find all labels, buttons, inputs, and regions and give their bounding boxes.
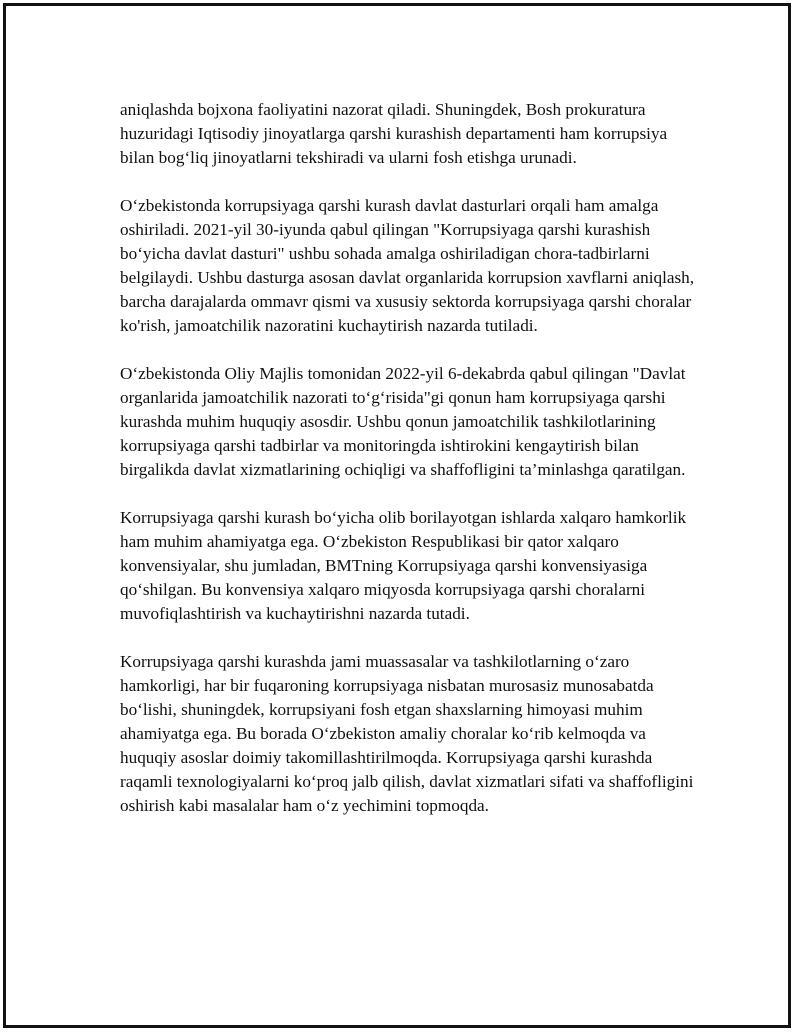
paragraph-4: Korrupsiyaga qarshi kurash bo‘yicha olib borilayotgan ishlarda xalqaro hamkorlik ham muhim ahamiyatga ega. O‘zbekiston Respublikasi bir qator xalqaro konvensiyalar, shu jumladan, BMTning Korrupsiyaga qarshi konvensiyasiga qo‘shilgan. Bu konvensiya xalqaro miqyosda korrupsiyaga qarshi choralarni muvofiqlashtirish va kuchaytirishni nazarda tutadi. xyxy=(120,508,687,623)
paragraph-3: O‘zbekistonda Oliy Majlis tomonidan 2022-yil 6-dekabrda qabul qilingan "Davlat organlarida jamoatchilik nazorati to‘g‘risida"gi qonun ham korrupsiyaga qarshi kurashda muhim huquqiy asosdir. Ushbu qonun jamoatchilik tashkilotlarining korrupsiyaga qarshi tadbirlar va monitoringda ishtirokini kengaytirish bilan birgalikda davlat xizmatlarining ochiqligi va shaffofligini ta’minlashga qaratilgan. xyxy=(120,364,686,479)
paragraph-5: Korrupsiyaga qarshi kurashda jami muassasalar va tashkilotlarning o‘zaro hamkorligi, har bir fuqaroning korrupsiyaga nisbatan murosasiz munosabatda bo‘lishi, shuningdek, korrupsiyani fosh etgan shaxslarning himoyasi muhim ahamiyatga ega. Bu borada O‘zbekiston amaliy choralar ko‘rib kelmoqda va huquqiy asoslar doimiy takomillashtirilmoqda. Korrupsiyaga qarshi kurashda raqamli texnologiyalarni ko‘proq jalb qilish, davlat xizmatlari sifati va shaffofligini oshirish kabi masalalar ham o‘z yechimini topmoqda. xyxy=(120,652,694,815)
page-frame xyxy=(3,3,791,1028)
document-body xyxy=(120,98,695,818)
paragraph-1: aniqlashda bojxona faoliyatini nazorat qiladi. Shuningdek, Bosh prokuratura huzuridagi Iqtisodiy jinoyatlarga qarshi kurashish departamenti ham korrupsiya bilan bog‘liq jinoyatlarni tekshiradi va ularni fosh etishga urunadi. xyxy=(120,100,668,167)
paragraph-2: O‘zbekistonda korrupsiyaga qarshi kurash davlat dasturlari orqali ham amalga oshiriladi. 2021-yil 30-iyunda qabul qilingan "Korrupsiyaga qarshi kurashish bo‘yicha davlat dasturi" ushbu sohada amalga oshiriladigan chora-tadbirlarni belgilaydi. Ushbu dasturga asosan davlat organlarida korrupsion xavflarni aniqlash, barcha darajalarda ommavr qismi va xususiy sektorda korrupsiyaga qarshi choralar ko'rish, jamoatchilik nazoratini kuchaytirish nazarda tutiladi. xyxy=(120,196,695,335)
